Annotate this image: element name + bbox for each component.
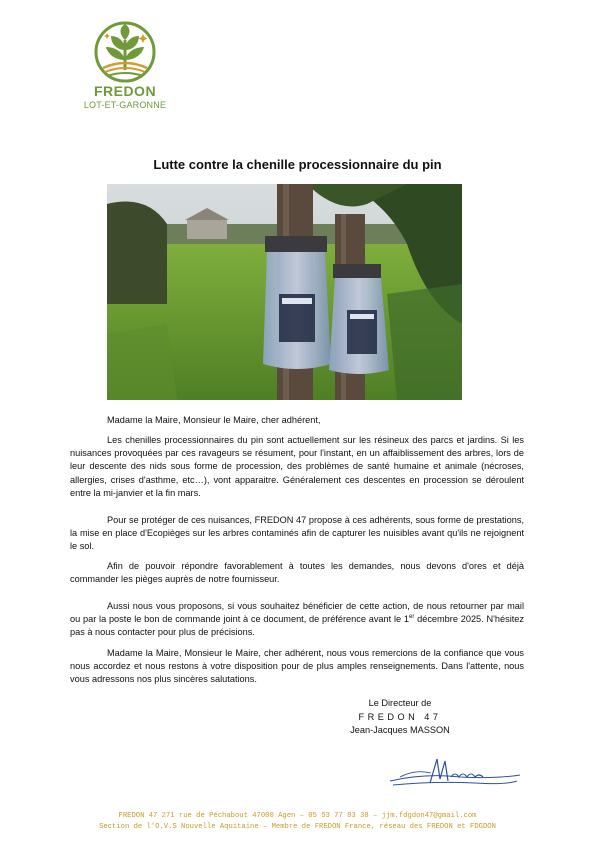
signatory-role: Le Directeur de: [368, 698, 432, 708]
request-text: Aussi nous vous proposons, si vous souhaitez bénéficier de cette action, de nous retourner par mail ou par la poste le bon de commande joint à ce document, de préférence avant le 1: [70, 601, 524, 625]
signature-block: [330, 697, 470, 738]
paragraph-order: Afin de pouvoir répondre favorablement à toutes les demandes, nous devons d'ores et déjà commander les pièges auprès de notre fournisseur.: [70, 561, 524, 585]
leaf-emblem-icon: [91, 20, 159, 84]
signatory-name: Jean-Jacques MASSON: [350, 725, 450, 735]
paragraph-context: Les chenilles processionnaires du pin sont actuellement sur les résineux des parcs et jardins. Si les nuisances provoquées par ces ravageurs se résument, pour l'instant, en un affaiblissement des arbres, lors de leur descente des nids sous forme de procession, des problèmes de santé humaine et animale (nécroses, allergies, crises d'asthme, etc…), vont apparaitre. Généralement ces descentes en procession se déroulent entre la mi-janvier et la fin mars.: [70, 435, 524, 498]
handwritten-signature: [385, 755, 525, 795]
paragraph-offer: Pour se protéger de ces nuisances, FREDON 47 propose à ces adhérents, sous forme de prestations, la mise en place d'Ecopièges sur les arbres contaminés afin de capturer les nuisibles avant qu'ils ne rejoignent le sol.: [70, 515, 524, 552]
paragraph-closing: Madame la Maire, Monsieur le Maire, cher adhérent, nous vous remercions de la confiance que vous nous accordez et nous restons à votre disposition pour de plus amples renseignements. Dans l'attente, nous vous adressons nos plus sincères salutations.: [70, 648, 524, 685]
logo-region-name: LOT-ET-GARONNE: [83, 100, 167, 110]
request-deadline: décembre 2025. N'hésitez pas à nous contacter pour plus de précisions.: [70, 614, 524, 638]
greeting: Madame la Maire, Monsieur le Maire, cher adhérent,: [107, 415, 321, 425]
footer-membership: Section de l'O.V.S Nouvelle Aquitaine – Membre de FREDON France, réseau des FREDON et FDGDON: [99, 823, 496, 831]
footer-contact: FREDON 47 271 rue de Péchabout 47000 Agen – 05 53 77 83 38 – jjm.fdgdon47@gmail.com: [118, 812, 477, 820]
document-title: Lutte contre la chenille processionnaire du pin: [153, 157, 442, 172]
trap-photo: [107, 184, 462, 400]
paragraph-request: [70, 600, 524, 640]
signatory-org: FREDON 47: [358, 711, 442, 722]
fredon-logo: [80, 20, 170, 112]
ordinal-suffix: er: [409, 614, 415, 621]
logo-brand-name: FREDON: [93, 83, 157, 99]
